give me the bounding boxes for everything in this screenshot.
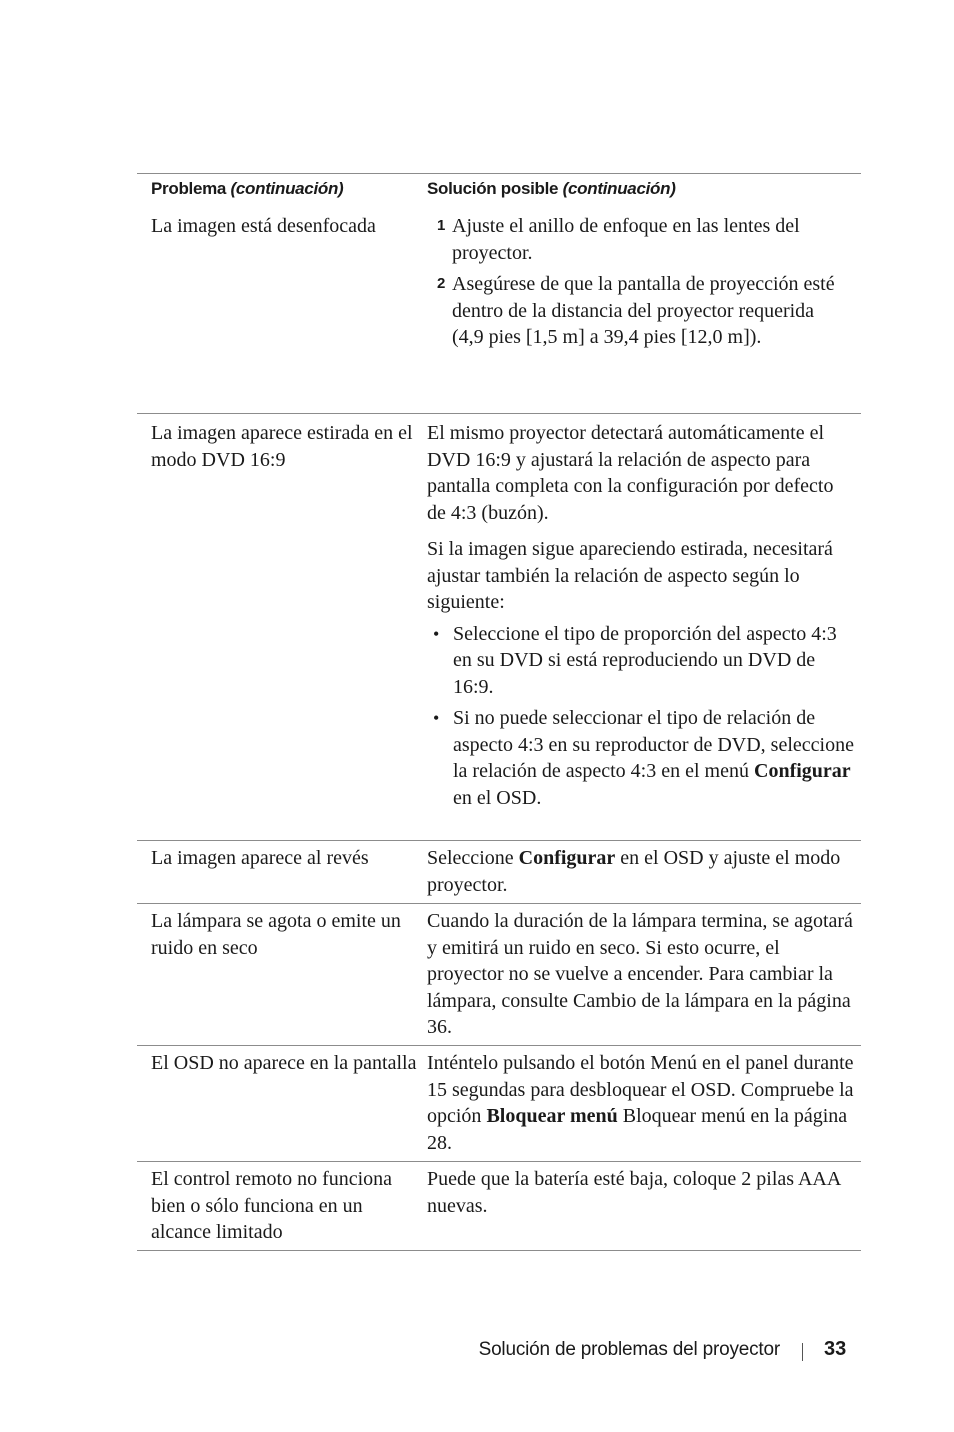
problem-cell: La imagen aparece estirada en el modo DVD 16:9 [151, 422, 413, 471]
troubleshooting-table [137, 173, 861, 1251]
header-problem-label: Problema [151, 179, 227, 198]
bullet-item [433, 621, 855, 701]
table-row [137, 204, 861, 414]
bullet-icon: • [433, 623, 440, 644]
bullet-item [433, 705, 855, 811]
solution-text: en el OSD y ajuste el modo proyector. [427, 847, 841, 896]
step-text-range: (4,9 pies [1,5 m] a 39,4 pies [12,0 m]). [452, 326, 762, 348]
step-number: 2 [437, 275, 446, 292]
menu-name-configurar: Configurar [754, 760, 851, 782]
solution-paragraph: El mismo proyector detectará automáticamente el DVD 16:9 y ajustará la relación de aspecto para pantalla completa con la configuración por defecto de 4:3 (buzón). [427, 422, 834, 524]
step-text: Ajuste el anillo de enfoque en las lentes del proyector. [452, 215, 800, 264]
problem-cell: La imagen está desenfocada [151, 215, 376, 237]
header-problem [137, 179, 427, 204]
solution-text: Inténtelo pulsando el botón Menú en el panel durante 15 segundas para desbloquear el OSD. Compruebe la opción [427, 1052, 854, 1127]
page-number: 33 [824, 1338, 847, 1360]
bullet-icon: • [433, 708, 440, 728]
solution-cell: Puede que la batería esté baja, coloque 2 pilas AAA nuevas. [427, 1168, 841, 1217]
problem-cell: El OSD no aparece en la pantalla [151, 1052, 417, 1074]
bullet-text-group [453, 705, 855, 811]
bullet-text: Seleccione el tipo de proporción del aspecto 4:3 en su DVD si está reproduciendo un DVD de 16:9. [453, 622, 837, 698]
header-solution-suffix: (continuación) [562, 179, 676, 198]
table-row [137, 1046, 861, 1162]
problem-cell: La imagen aparece al revés [151, 847, 369, 869]
solution-paragraph: Si la imagen sigue apareciendo estirada, necesitará ajustar también la relación de aspecto según lo siguiente: [427, 538, 833, 613]
table-row [137, 841, 861, 904]
solution-cell: Cuando la duración de la lámpara termina, se agotará y emitirá un ruido en seco. Si esto ocurre, el proyector no se vuelve a encender. Para cambiar la lámpara, consulte Cambio de la lámpara en la página 36. [427, 910, 853, 1038]
page-footer [0, 1337, 954, 1367]
solution-cell [427, 213, 861, 413]
footer-section-title: Solución de problemas del proyector [478, 1339, 780, 1360]
table-row [137, 414, 861, 841]
step-text: Asegúrese de que la pantalla de proyección esté dentro de la distancia del proyector requerida [452, 273, 835, 322]
header-problem-suffix: (continuación) [230, 179, 344, 198]
table-row [137, 904, 861, 1046]
footer-divider [802, 1343, 803, 1361]
solution-text: Bloquear menú en la página 28. [427, 1105, 848, 1154]
header-solution [427, 179, 676, 204]
step-number: 1 [437, 217, 446, 234]
menu-name-configurar: Configurar [518, 847, 616, 869]
bullet-text: en el OSD. [453, 786, 542, 809]
problem-cell: El control remoto no funciona bien o sólo funciona en un alcance limitado [151, 1168, 393, 1243]
numbered-step [437, 271, 855, 351]
header-solution-label: Solución posible [427, 179, 559, 198]
solution-cell [427, 420, 861, 840]
solution-cell [427, 1050, 861, 1161]
solution-cell [427, 845, 861, 903]
table-header [137, 174, 861, 204]
step-text-group [452, 271, 855, 351]
problem-cell: La lámpara se agota o emite un ruido en seco [151, 910, 401, 959]
solution-text: Seleccione [427, 847, 514, 869]
menu-name-bloquear: Bloquear menú [486, 1105, 618, 1127]
table-row [137, 1162, 861, 1251]
bullet-text: Si no puede seleccionar el tipo de relación de aspecto 4:3 en su reproductor de DVD, seleccione la relación de aspecto 4:3 en el menú [453, 707, 854, 782]
numbered-step [437, 213, 855, 266]
